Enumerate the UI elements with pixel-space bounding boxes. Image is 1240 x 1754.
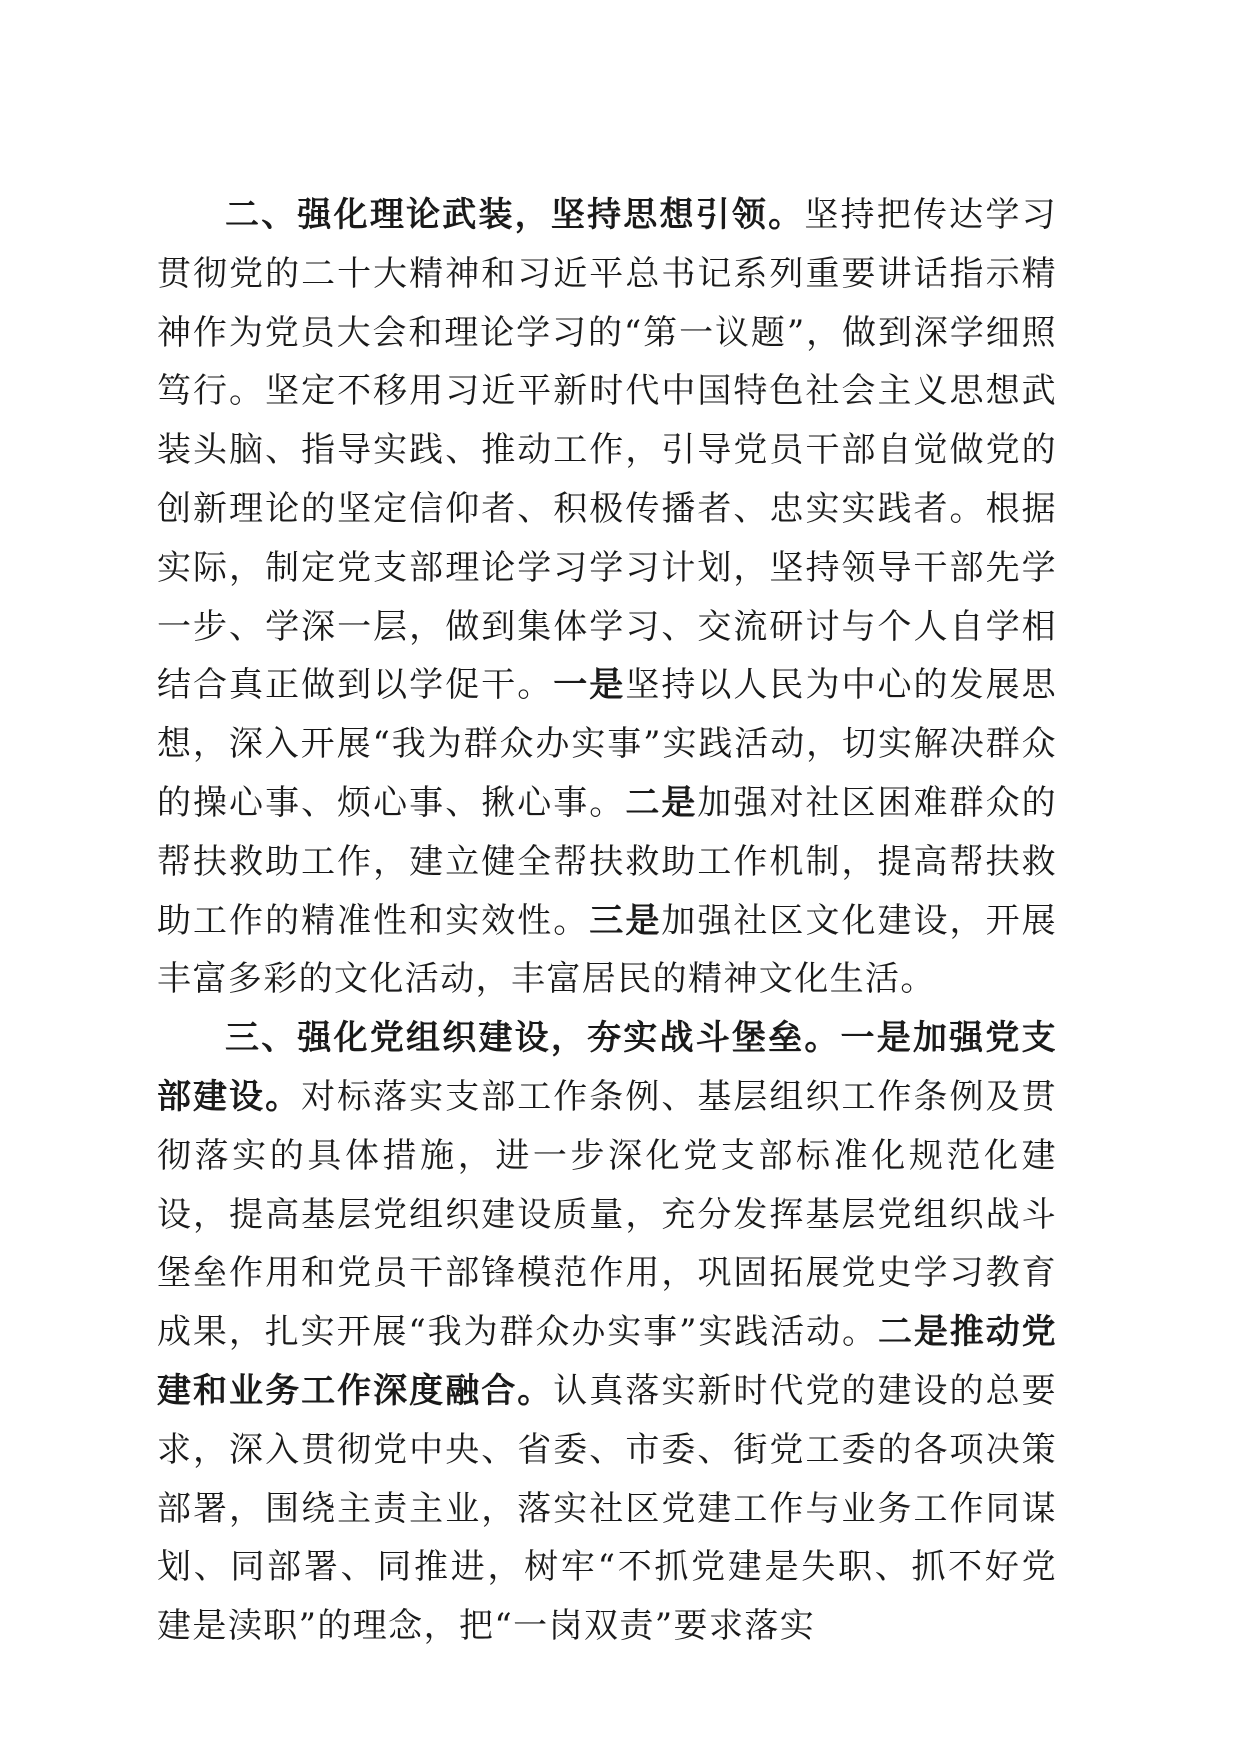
paragraph-text: 对标落实支部工作条例、基层组织工作条例及贯彻落实的具体措施，进一步深化党支部标准化规范化建设，提高基层党组织建设质量，充分发挥基层党组织战斗堡垒作用和党员干部锋模范作用，巩固拓展党史学习教育成果，扎实开展“我为群众办实事”实践活动。 — [157, 1076, 1057, 1353]
paragraph-text: 坚持把传达学习贯彻党的二十大精神和习近平总书记系列重要讲话指示精神作为党员大会和理论学习的“第一议题”，做到深学细照笃行。坚定不移用习近平新时代中国特色社会主义思想武装头脑、指导实践、推动工作，引导党员干部自觉做党的创新理论的坚定信仰者、积极传播者、忠实实践者。根据实际，制定党支部理论学习学习计划，坚持领导干部先学一步、学深一层，做到集体学习、交流研讨与个人自学相结合真正做到以学促干。 — [157, 195, 1057, 706]
section-heading-organization: 三、强化党组织建设，夯实战斗堡垒。 — [225, 1018, 841, 1059]
paragraph-party-organization — [157, 1009, 1057, 1656]
point-label: 二是 — [625, 782, 698, 823]
subheading-integration: 二是推动党建和业务工作深度融合。 — [157, 1312, 1058, 1411]
subheading-branch-building: 一是加强党支部建设。 — [157, 1018, 1057, 1117]
point-text: 坚持以人民为中心的发展思想，深入开展“我为群众办实事”实践活动，切实解决群众的操心事、烦心事、揪心事。 — [157, 665, 1057, 823]
point-label: 一是 — [553, 665, 626, 706]
paragraph-theory-study — [157, 186, 1057, 1009]
point-label: 三是 — [589, 900, 662, 941]
point-text: 加强对社区困难群众的帮扶救助工作，建立健全帮扶救助工作机制，提高帮扶救助工作的精准性和实效性。 — [157, 782, 1058, 941]
point-text: 加强社区文化建设，开展丰富多彩的文化活动，丰富居民的精神文化生活。 — [157, 900, 1057, 1000]
paragraph-text: 认真落实新时代党的建设的总要求，深入贯彻党中央、省委、市委、街党工委的各项决策部署，围绕主责主业，落实社区党建工作与业务工作同谋划、同部署、同推进，树牢“不抓党建是失职、抓不好党建是渎职”的理念，把“一岗双责”要求落实 — [157, 1370, 1057, 1647]
document-body — [157, 186, 1057, 1656]
section-heading-theory: 二、强化理论武装，坚持思想引领。 — [225, 195, 805, 235]
